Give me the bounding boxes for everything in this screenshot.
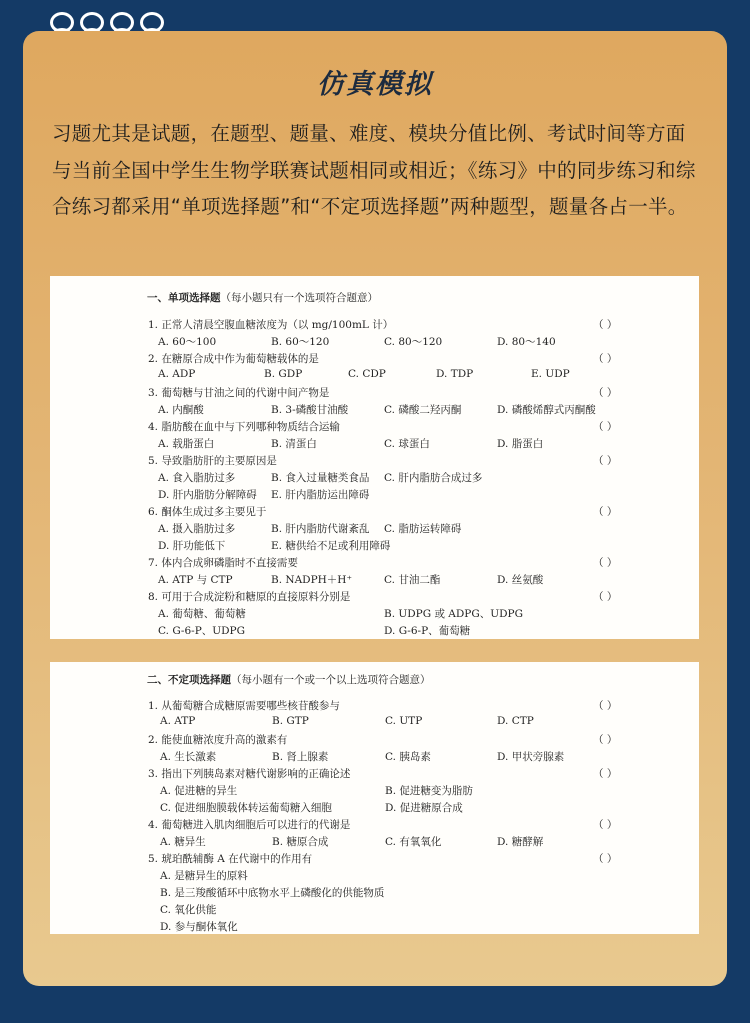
answer-paren: （ ） [593, 853, 618, 865]
option: A. 是糖异生的原料 [160, 870, 248, 882]
option: C. 肝内脂肪合成过多 [384, 472, 483, 484]
option: D. 促进糖原合成 [385, 802, 463, 814]
option: D. TDP [436, 368, 474, 380]
option: A. 载脂蛋白 [158, 438, 215, 450]
option: C. 胰岛素 [385, 751, 431, 763]
option: C. 甘油二酯 [384, 574, 441, 586]
option: D. CTP [497, 715, 534, 727]
option: C. 80～120 [384, 336, 443, 348]
option: B. GDP [264, 368, 303, 380]
option: D. 丝氨酸 [497, 574, 544, 586]
option: A. 摄入脂肪过多 [158, 523, 236, 535]
intro-paragraph: 习题尤其是试题，在题型、题量、难度、模块分值比例、考试时间等方面与当前全国中学生生物学联赛试题相同或相近；《练习》中的同步练习和综合练习都采用“单项选择题”和“不定项选择题”两种题型，题量各占一半。 [52, 122, 696, 218]
section-heading: 二、不定项选择题（每小题有一个或一个以上选项符合题意） [147, 674, 431, 686]
question: 1. 正常人清晨空腹血糖浓度为（以 mg/100mL 计） [148, 319, 394, 331]
answer-paren: （ ） [593, 421, 618, 433]
question: 6. 酮体生成过多主要见于 [148, 506, 267, 518]
option: A. ATP 与 CTP [158, 574, 233, 586]
option: B. 食入过量糖类食品 [271, 472, 370, 484]
option: E. 糖供给不足或利用障碍 [271, 540, 391, 552]
answer-paren: （ ） [593, 734, 618, 746]
option: E. UDP [531, 368, 570, 380]
option: B. 肝内脂肪代谢紊乱 [271, 523, 370, 535]
question: 4. 葡萄糖进入肌肉细胞后可以进行的代谢是 [148, 819, 351, 831]
option: A. 60～100 [158, 336, 217, 348]
option: B. 糖原合成 [272, 836, 329, 848]
option: E. 肝内脂肪运出障碍 [271, 489, 370, 501]
exam-panel-multiple-choice [50, 662, 699, 934]
answer-paren: （ ） [593, 700, 618, 712]
option: C. 氧化供能 [160, 904, 217, 916]
option: B. 60～120 [271, 336, 330, 348]
question: 2. 在糖原合成中作为葡萄糖载体的是 [148, 353, 319, 365]
option: C. 有氧氧化 [385, 836, 442, 848]
option: B. NADPH＋H⁺ [271, 574, 353, 586]
option: A. 生长激素 [160, 751, 217, 763]
option: C. 促进细胞膜载体转运葡萄糖入细胞 [160, 802, 332, 814]
answer-paren: （ ） [593, 819, 618, 831]
option: B. UDPG 或 ADPG、UDPG [384, 608, 523, 620]
option: A. ATP [160, 715, 196, 727]
option: D. G-6-P、葡萄糖 [384, 625, 471, 637]
answer-paren: （ ） [593, 387, 618, 399]
option: A. ADP [158, 368, 196, 380]
option: C. 脂肪运转障碍 [384, 523, 462, 535]
question: 5. 导致脂肪肝的主要原因是 [148, 455, 277, 467]
section-heading: 一、单项选择题（每小题只有一个选项符合题意） [147, 292, 378, 304]
exam-panel-single-choice [50, 276, 699, 639]
option: D. 脂蛋白 [497, 438, 544, 450]
option: C. 球蛋白 [384, 438, 430, 450]
option: C. UTP [385, 715, 423, 727]
option: D. 甲状旁腺素 [497, 751, 565, 763]
option: A. 糖异生 [160, 836, 206, 848]
option: A. 内酮酸 [158, 404, 204, 416]
option: A. 食入脂肪过多 [158, 472, 236, 484]
question: 8. 可用于合成淀粉和糖原的直接原料分别是 [148, 591, 351, 603]
option: A. 葡萄糖、葡萄糖 [158, 608, 246, 620]
option: C. CDP [348, 368, 386, 380]
option: C. 磷酸二羟丙酮 [384, 404, 462, 416]
question: 7. 体内合成卵磷脂时不直接需要 [148, 557, 298, 569]
option: B. 促进糖变为脂肪 [385, 785, 473, 797]
option: A. 促进糖的异生 [160, 785, 238, 797]
answer-paren: （ ） [593, 557, 618, 569]
option: D. 肝内脂肪分解障碍 [158, 489, 257, 501]
question: 3. 葡萄糖与甘油之间的代谢中间产物是 [148, 387, 330, 399]
option: D. 糖酵解 [497, 836, 544, 848]
option: B. 清蛋白 [271, 438, 317, 450]
option: D. 磷酸烯醇式丙酮酸 [497, 404, 596, 416]
answer-paren: （ ） [593, 455, 618, 467]
answer-paren: （ ） [593, 319, 618, 331]
option: D. 参与酮体氧化 [160, 921, 238, 933]
question: 5. 琥珀酰辅酶 A 在代谢中的作用有 [148, 853, 313, 865]
question: 2. 能使血糖浓度升高的激素有 [148, 734, 288, 746]
question: 3. 指出下列胰岛素对糖代谢影响的正确论述 [148, 768, 351, 780]
option: B. GTP [272, 715, 309, 727]
answer-paren: （ ） [593, 506, 618, 518]
page-title: 仿真模拟 [317, 69, 433, 100]
option: B. 是三羧酸循环中底物水平上磷酸化的供能物质 [160, 887, 385, 899]
question: 4. 脂肪酸在血中与下列哪种物质结合运输 [148, 421, 340, 433]
option: B. 肾上腺素 [272, 751, 329, 763]
option: B. 3-磷酸甘油酸 [271, 404, 349, 416]
option: D. 肝功能低下 [158, 540, 226, 552]
answer-paren: （ ） [593, 353, 618, 365]
answer-paren: （ ） [593, 591, 618, 603]
option: C. G-6-P、UDPG [158, 625, 245, 637]
question: 1. 从葡萄糖合成糖原需要哪些核苷酸参与 [148, 700, 340, 712]
answer-paren: （ ） [593, 768, 618, 780]
option: D. 80～140 [497, 336, 556, 348]
